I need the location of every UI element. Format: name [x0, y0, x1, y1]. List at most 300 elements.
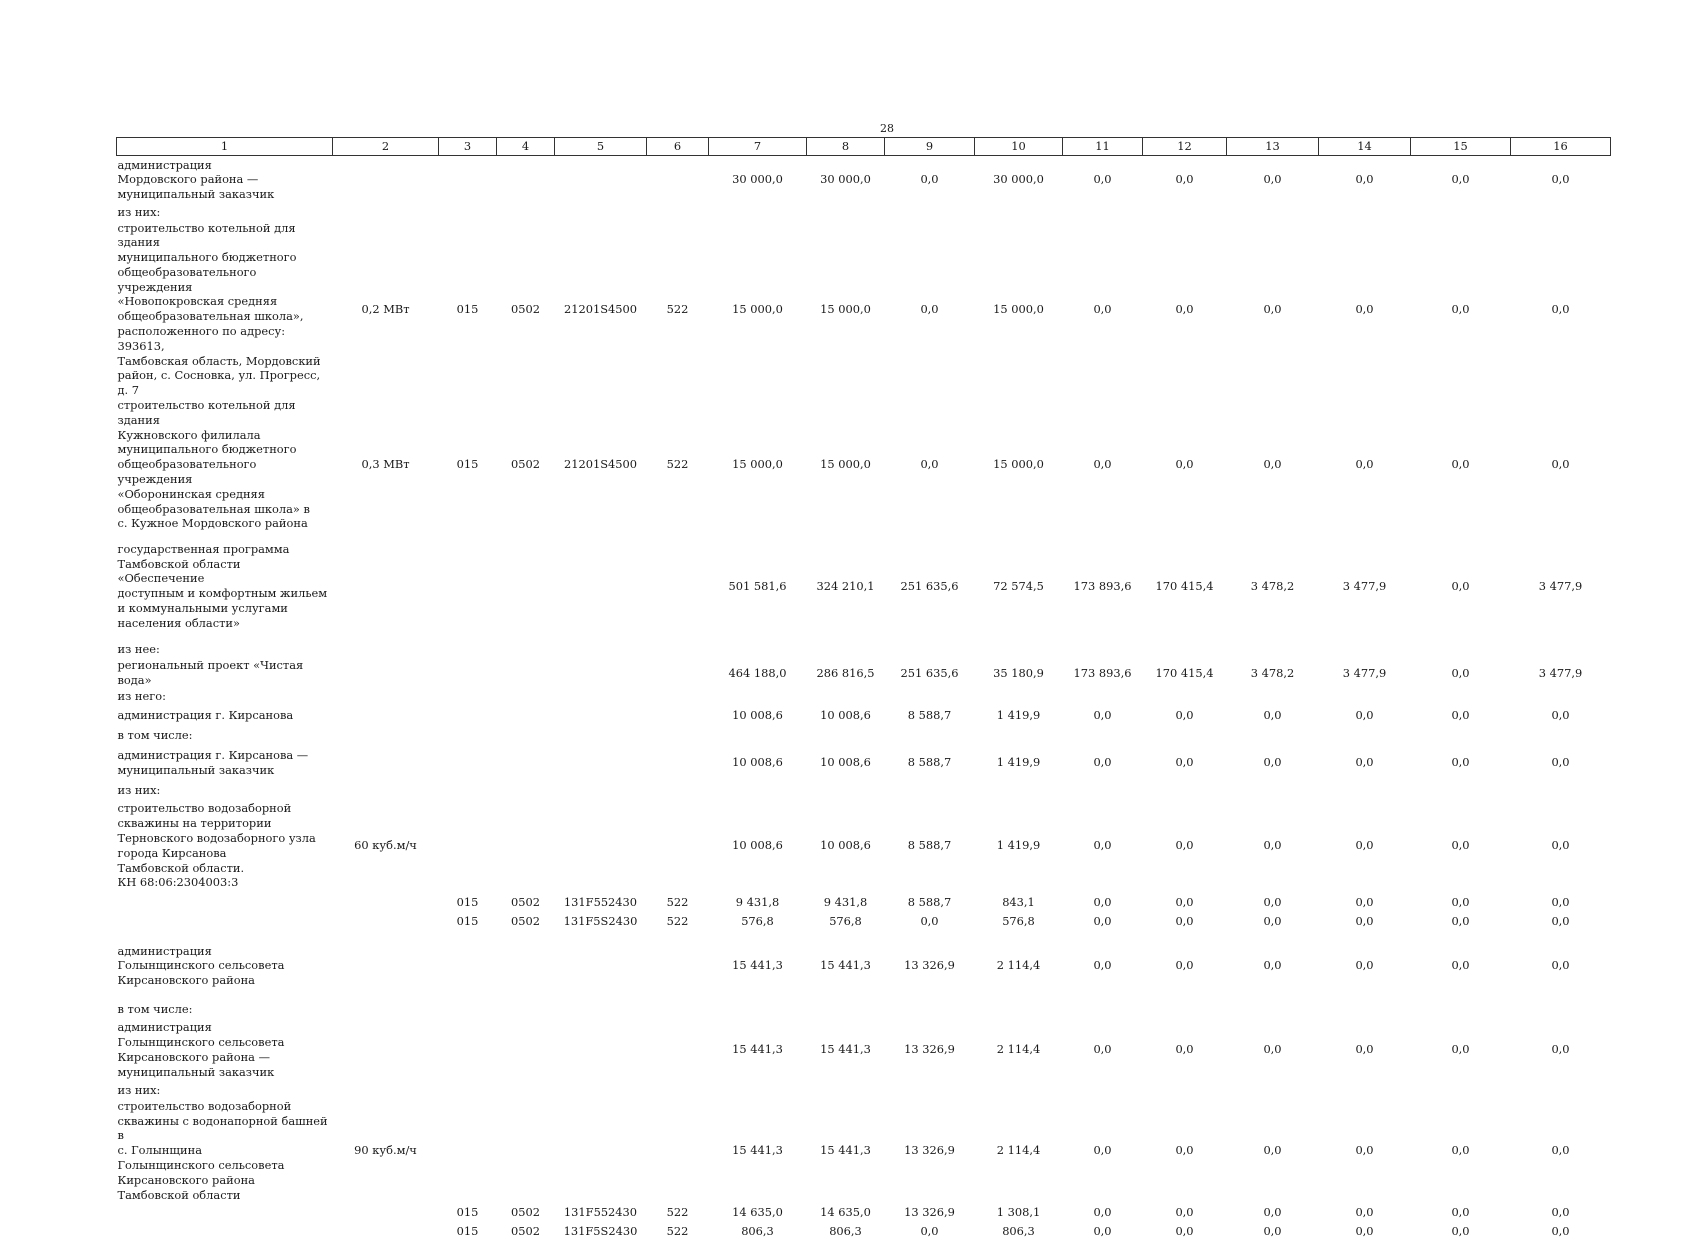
- cell-col-3: [439, 204, 497, 221]
- cell-col-8: [807, 641, 885, 658]
- cell-col-8: [807, 688, 885, 705]
- cell-col-12: 0,0: [1143, 931, 1227, 1001]
- cell-col-13: [1227, 727, 1319, 744]
- cell-col-13: 0,0: [1227, 893, 1319, 912]
- table-row: [117, 1082, 1611, 1099]
- cell-col-6: 522: [647, 893, 709, 912]
- cell-col-13: [1227, 641, 1319, 658]
- table-row: [117, 931, 1611, 1001]
- cell-col-6: [647, 727, 709, 744]
- cell-col-6: [647, 156, 709, 204]
- cell-col-15: 0,0: [1411, 658, 1511, 688]
- row-label: администрация г. Кирсанова — муниципальный заказчик: [117, 744, 333, 782]
- table-row: [117, 398, 1611, 531]
- cell-col-8: [807, 1001, 885, 1018]
- cell-col-16: 3 477,9: [1511, 658, 1611, 688]
- cell-col-4: 0502: [497, 1221, 555, 1240]
- cell-col-11: 173 893,6: [1063, 531, 1143, 641]
- cell-col-12: [1143, 688, 1227, 705]
- cell-col-5: [555, 531, 647, 641]
- cell-col-16: [1511, 782, 1611, 799]
- column-header-9: 9: [885, 138, 975, 156]
- cell-col-14: 0,0: [1319, 893, 1411, 912]
- cell-col-2: [333, 782, 439, 799]
- cell-col-4: [497, 744, 555, 782]
- cell-col-3: [439, 705, 497, 727]
- cell-col-3: 015: [439, 1202, 497, 1221]
- cell-col-13: [1227, 1082, 1319, 1099]
- cell-col-8: 15 000,0: [807, 221, 885, 399]
- cell-col-3: [439, 641, 497, 658]
- cell-col-3: [439, 688, 497, 705]
- cell-col-9: 0,0: [885, 1221, 975, 1240]
- table-row: [117, 893, 1611, 912]
- cell-col-9: 13 326,9: [885, 1099, 975, 1203]
- cell-col-11: 0,0: [1063, 398, 1143, 531]
- cell-col-13: 0,0: [1227, 912, 1319, 931]
- cell-col-13: 0,0: [1227, 221, 1319, 399]
- cell-col-9: [885, 1001, 975, 1018]
- cell-col-3: [439, 727, 497, 744]
- cell-col-13: 0,0: [1227, 799, 1319, 893]
- cell-col-10: 1 419,9: [975, 744, 1063, 782]
- cell-col-13: 0,0: [1227, 1099, 1319, 1203]
- cell-col-3: [439, 931, 497, 1001]
- cell-col-8: 30 000,0: [807, 156, 885, 204]
- cell-col-12: 0,0: [1143, 1099, 1227, 1203]
- cell-col-12: 0,0: [1143, 221, 1227, 399]
- cell-col-4: [497, 1018, 555, 1082]
- column-header-1: 1: [117, 138, 333, 156]
- cell-col-14: 0,0: [1319, 1221, 1411, 1240]
- cell-col-4: [497, 641, 555, 658]
- cell-col-10: 2 114,4: [975, 1099, 1063, 1203]
- cell-col-15: 0,0: [1411, 531, 1511, 641]
- cell-col-5: [555, 727, 647, 744]
- table-row: [117, 744, 1611, 782]
- cell-col-16: 0,0: [1511, 912, 1611, 931]
- cell-col-13: 0,0: [1227, 1221, 1319, 1240]
- cell-col-9: 8 588,7: [885, 744, 975, 782]
- cell-col-3: [439, 782, 497, 799]
- row-label: строительство водозаборной скважины на территории Терновского водозаборного узла города Кирсанова Тамбовской области. КН 68:06:2304003:3: [117, 799, 333, 893]
- cell-col-9: [885, 1082, 975, 1099]
- cell-col-4: [497, 1082, 555, 1099]
- cell-col-8: 15 441,3: [807, 1099, 885, 1203]
- cell-col-11: [1063, 641, 1143, 658]
- column-header-4: 4: [497, 138, 555, 156]
- cell-col-12: [1143, 782, 1227, 799]
- row-label: администрация Мордовского района — муниципальный заказчик: [117, 156, 333, 204]
- cell-col-2: [333, 156, 439, 204]
- row-label: администрация г. Кирсанова: [117, 705, 333, 727]
- table-row: [117, 688, 1611, 705]
- cell-col-7: [709, 204, 807, 221]
- cell-col-7: 501 581,6: [709, 531, 807, 641]
- cell-col-2: [333, 1082, 439, 1099]
- column-header-12: 12: [1143, 138, 1227, 156]
- cell-col-14: 0,0: [1319, 156, 1411, 204]
- cell-col-15: [1411, 782, 1511, 799]
- cell-col-4: [497, 156, 555, 204]
- cell-col-12: [1143, 1001, 1227, 1018]
- cell-col-14: [1319, 204, 1411, 221]
- cell-col-6: [647, 204, 709, 221]
- row-label: из них:: [117, 782, 333, 799]
- cell-col-3: [439, 156, 497, 204]
- cell-col-3: [439, 658, 497, 688]
- cell-col-5: [555, 641, 647, 658]
- cell-col-2: [333, 931, 439, 1001]
- cell-col-5: [555, 705, 647, 727]
- table-body: [117, 156, 1611, 1240]
- table-row: [117, 1099, 1611, 1203]
- cell-col-2: [333, 204, 439, 221]
- cell-col-5: [555, 799, 647, 893]
- budget-table-container: [116, 137, 1610, 1240]
- cell-col-9: 0,0: [885, 912, 975, 931]
- cell-col-13: [1227, 204, 1319, 221]
- cell-col-10: 30 000,0: [975, 156, 1063, 204]
- row-label: региональный проект «Чистая вода»: [117, 658, 333, 688]
- cell-col-9: 13 326,9: [885, 1202, 975, 1221]
- page-number: 28: [880, 122, 894, 135]
- cell-col-11: 0,0: [1063, 931, 1143, 1001]
- cell-col-3: 015: [439, 893, 497, 912]
- cell-col-9: 251 635,6: [885, 658, 975, 688]
- cell-col-2: [333, 893, 439, 912]
- cell-col-16: 0,0: [1511, 705, 1611, 727]
- cell-col-10: 576,8: [975, 912, 1063, 931]
- cell-col-14: 0,0: [1319, 1099, 1411, 1203]
- cell-col-9: [885, 204, 975, 221]
- cell-col-11: [1063, 1082, 1143, 1099]
- cell-col-15: [1411, 204, 1511, 221]
- cell-col-15: 0,0: [1411, 705, 1511, 727]
- cell-col-6: [647, 658, 709, 688]
- cell-col-14: 0,0: [1319, 799, 1411, 893]
- cell-col-10: 15 000,0: [975, 398, 1063, 531]
- cell-col-13: 0,0: [1227, 931, 1319, 1001]
- table-row: [117, 221, 1611, 399]
- cell-col-7: [709, 727, 807, 744]
- cell-col-4: [497, 531, 555, 641]
- cell-col-13: 0,0: [1227, 744, 1319, 782]
- cell-col-3: [439, 1099, 497, 1203]
- cell-col-8: 10 008,6: [807, 705, 885, 727]
- cell-col-15: 0,0: [1411, 799, 1511, 893]
- cell-col-6: [647, 1082, 709, 1099]
- cell-col-11: 0,0: [1063, 893, 1143, 912]
- cell-col-14: 0,0: [1319, 912, 1411, 931]
- table-row: [117, 727, 1611, 744]
- cell-col-14: 0,0: [1319, 1018, 1411, 1082]
- cell-col-6: 522: [647, 1202, 709, 1221]
- cell-col-5: 131F552430: [555, 1202, 647, 1221]
- cell-col-8: 14 635,0: [807, 1202, 885, 1221]
- cell-col-9: 13 326,9: [885, 1018, 975, 1082]
- cell-col-2: [333, 688, 439, 705]
- cell-col-9: 251 635,6: [885, 531, 975, 641]
- cell-col-11: 0,0: [1063, 1018, 1143, 1082]
- cell-col-11: [1063, 782, 1143, 799]
- budget-table: [116, 137, 1611, 1240]
- cell-col-6: [647, 641, 709, 658]
- cell-col-7: 30 000,0: [709, 156, 807, 204]
- cell-col-11: 0,0: [1063, 1221, 1143, 1240]
- cell-col-15: 0,0: [1411, 1221, 1511, 1240]
- cell-col-4: 0502: [497, 1202, 555, 1221]
- column-header-10: 10: [975, 138, 1063, 156]
- cell-col-16: 0,0: [1511, 156, 1611, 204]
- cell-col-16: [1511, 727, 1611, 744]
- cell-col-4: 0502: [497, 221, 555, 399]
- cell-col-13: 0,0: [1227, 398, 1319, 531]
- cell-col-15: 0,0: [1411, 1099, 1511, 1203]
- table-row: [117, 799, 1611, 893]
- cell-col-8: 286 816,5: [807, 658, 885, 688]
- cell-col-2: [333, 705, 439, 727]
- row-label: из них:: [117, 1082, 333, 1099]
- cell-col-2: [333, 531, 439, 641]
- cell-col-14: [1319, 782, 1411, 799]
- table-row: [117, 156, 1611, 204]
- cell-col-13: 0,0: [1227, 156, 1319, 204]
- cell-col-9: [885, 641, 975, 658]
- cell-col-14: [1319, 727, 1411, 744]
- cell-col-4: [497, 727, 555, 744]
- cell-col-5: [555, 1001, 647, 1018]
- cell-col-2: [333, 744, 439, 782]
- cell-col-2: [333, 727, 439, 744]
- cell-col-10: 2 114,4: [975, 1018, 1063, 1082]
- cell-col-7: 576,8: [709, 912, 807, 931]
- cell-col-7: [709, 1001, 807, 1018]
- cell-col-11: 0,0: [1063, 912, 1143, 931]
- cell-col-2: [333, 1221, 439, 1240]
- cell-col-12: [1143, 727, 1227, 744]
- cell-col-2: [333, 1202, 439, 1221]
- column-number-header: [117, 138, 1611, 156]
- row-label: из нее:: [117, 641, 333, 658]
- cell-col-7: [709, 782, 807, 799]
- cell-col-11: [1063, 1001, 1143, 1018]
- table-row: [117, 641, 1611, 658]
- cell-col-15: 0,0: [1411, 744, 1511, 782]
- cell-col-16: 0,0: [1511, 1018, 1611, 1082]
- cell-col-5: 131F5S2430: [555, 1221, 647, 1240]
- cell-col-13: 0,0: [1227, 1018, 1319, 1082]
- cell-col-7: [709, 688, 807, 705]
- cell-col-10: 843,1: [975, 893, 1063, 912]
- cell-col-4: [497, 931, 555, 1001]
- column-header-8: 8: [807, 138, 885, 156]
- cell-col-14: 3 477,9: [1319, 658, 1411, 688]
- cell-col-6: [647, 688, 709, 705]
- cell-col-13: [1227, 688, 1319, 705]
- cell-col-7: 10 008,6: [709, 705, 807, 727]
- cell-col-8: 9 431,8: [807, 893, 885, 912]
- cell-col-9: 0,0: [885, 398, 975, 531]
- cell-col-15: [1411, 641, 1511, 658]
- row-label: администрация Голынщинского сельсовета Кирсановского района — муниципальный заказчик: [117, 1018, 333, 1082]
- table-row: [117, 705, 1611, 727]
- cell-col-14: 0,0: [1319, 744, 1411, 782]
- cell-col-10: [975, 1082, 1063, 1099]
- cell-col-16: [1511, 1082, 1611, 1099]
- cell-col-15: 0,0: [1411, 1202, 1511, 1221]
- column-header-16: 16: [1511, 138, 1611, 156]
- cell-col-11: [1063, 204, 1143, 221]
- cell-col-14: 0,0: [1319, 931, 1411, 1001]
- cell-col-15: 0,0: [1411, 912, 1511, 931]
- cell-col-4: [497, 658, 555, 688]
- cell-col-14: 0,0: [1319, 221, 1411, 399]
- cell-col-6: [647, 799, 709, 893]
- cell-col-12: [1143, 641, 1227, 658]
- cell-col-2: 90 куб.м/ч: [333, 1099, 439, 1203]
- cell-col-6: [647, 782, 709, 799]
- cell-col-2: 60 куб.м/ч: [333, 799, 439, 893]
- cell-col-14: 0,0: [1319, 398, 1411, 531]
- cell-col-11: [1063, 688, 1143, 705]
- cell-col-15: 0,0: [1411, 893, 1511, 912]
- cell-col-14: 0,0: [1319, 1202, 1411, 1221]
- cell-col-5: [555, 931, 647, 1001]
- cell-col-2: 0,2 МВт: [333, 221, 439, 399]
- cell-col-4: 0502: [497, 912, 555, 931]
- cell-col-16: 0,0: [1511, 1202, 1611, 1221]
- table-row: [117, 531, 1611, 641]
- cell-col-8: 576,8: [807, 912, 885, 931]
- cell-col-12: 0,0: [1143, 893, 1227, 912]
- cell-col-3: 015: [439, 221, 497, 399]
- cell-col-4: [497, 204, 555, 221]
- cell-col-13: [1227, 1001, 1319, 1018]
- cell-col-16: 0,0: [1511, 221, 1611, 399]
- cell-col-16: 0,0: [1511, 931, 1611, 1001]
- cell-col-7: 15 441,3: [709, 931, 807, 1001]
- cell-col-10: 2 114,4: [975, 931, 1063, 1001]
- cell-col-5: [555, 1082, 647, 1099]
- cell-col-8: [807, 727, 885, 744]
- column-header-2: 2: [333, 138, 439, 156]
- cell-col-3: [439, 531, 497, 641]
- cell-col-12: [1143, 1082, 1227, 1099]
- cell-col-16: 0,0: [1511, 744, 1611, 782]
- cell-col-16: 0,0: [1511, 398, 1611, 531]
- cell-col-6: 522: [647, 221, 709, 399]
- cell-col-12: 0,0: [1143, 1221, 1227, 1240]
- cell-col-3: [439, 1018, 497, 1082]
- cell-col-9: [885, 727, 975, 744]
- cell-col-15: [1411, 1082, 1511, 1099]
- cell-col-8: 15 000,0: [807, 398, 885, 531]
- cell-col-16: 0,0: [1511, 1221, 1611, 1240]
- cell-col-13: [1227, 782, 1319, 799]
- cell-col-16: 3 477,9: [1511, 531, 1611, 641]
- cell-col-13: 0,0: [1227, 1202, 1319, 1221]
- cell-col-2: [333, 1001, 439, 1018]
- row-label: из них:: [117, 204, 333, 221]
- cell-col-3: [439, 799, 497, 893]
- cell-col-14: [1319, 688, 1411, 705]
- row-label: [117, 912, 333, 931]
- cell-col-4: [497, 688, 555, 705]
- cell-col-6: [647, 744, 709, 782]
- cell-col-14: [1319, 1001, 1411, 1018]
- cell-col-5: [555, 782, 647, 799]
- cell-col-3: 015: [439, 398, 497, 531]
- cell-col-8: 10 008,6: [807, 799, 885, 893]
- table-row: [117, 1202, 1611, 1221]
- cell-col-5: [555, 1018, 647, 1082]
- cell-col-9: 8 588,7: [885, 893, 975, 912]
- cell-col-8: 324 210,1: [807, 531, 885, 641]
- cell-col-2: [333, 658, 439, 688]
- row-label: [117, 1221, 333, 1240]
- row-label: [117, 1202, 333, 1221]
- cell-col-10: 806,3: [975, 1221, 1063, 1240]
- column-header-3: 3: [439, 138, 497, 156]
- cell-col-8: 15 441,3: [807, 931, 885, 1001]
- cell-col-3: [439, 744, 497, 782]
- cell-col-15: 0,0: [1411, 931, 1511, 1001]
- cell-col-12: 0,0: [1143, 156, 1227, 204]
- cell-col-4: [497, 782, 555, 799]
- cell-col-16: [1511, 204, 1611, 221]
- cell-col-6: [647, 705, 709, 727]
- cell-col-13: 3 478,2: [1227, 531, 1319, 641]
- cell-col-6: 522: [647, 912, 709, 931]
- table-row: [117, 1001, 1611, 1018]
- cell-col-11: 173 893,6: [1063, 658, 1143, 688]
- cell-col-15: [1411, 688, 1511, 705]
- cell-col-10: [975, 782, 1063, 799]
- cell-col-5: [555, 688, 647, 705]
- cell-col-12: 0,0: [1143, 912, 1227, 931]
- cell-col-16: 0,0: [1511, 893, 1611, 912]
- cell-col-3: [439, 1001, 497, 1018]
- cell-col-12: 0,0: [1143, 799, 1227, 893]
- row-label: строительство котельной для здания муниципального бюджетного общеобразовательного учреждения «Новопокровская средняя общеобразовательная школа», расположенного по адресу: 393613, Тамбовская область, Мордовский район, с. Сосновка, ул. Прогресс, д. 7: [117, 221, 333, 399]
- cell-col-7: 464 188,0: [709, 658, 807, 688]
- cell-col-15: 0,0: [1411, 156, 1511, 204]
- table-row: [117, 1221, 1611, 1240]
- cell-col-11: 0,0: [1063, 156, 1143, 204]
- cell-col-12: 0,0: [1143, 705, 1227, 727]
- cell-col-6: [647, 1099, 709, 1203]
- cell-col-4: [497, 1001, 555, 1018]
- cell-col-16: [1511, 1001, 1611, 1018]
- cell-col-10: 72 574,5: [975, 531, 1063, 641]
- cell-col-10: 1 308,1: [975, 1202, 1063, 1221]
- cell-col-6: [647, 931, 709, 1001]
- cell-col-9: 0,0: [885, 221, 975, 399]
- cell-col-10: [975, 688, 1063, 705]
- cell-col-7: 10 008,6: [709, 744, 807, 782]
- cell-col-10: [975, 204, 1063, 221]
- cell-col-2: [333, 912, 439, 931]
- cell-col-14: [1319, 1082, 1411, 1099]
- row-label: в том числе:: [117, 1001, 333, 1018]
- column-header-6: 6: [647, 138, 709, 156]
- column-header-14: 14: [1319, 138, 1411, 156]
- cell-col-9: 8 588,7: [885, 705, 975, 727]
- cell-col-8: 806,3: [807, 1221, 885, 1240]
- cell-col-12: 0,0: [1143, 398, 1227, 531]
- cell-col-12: 0,0: [1143, 1202, 1227, 1221]
